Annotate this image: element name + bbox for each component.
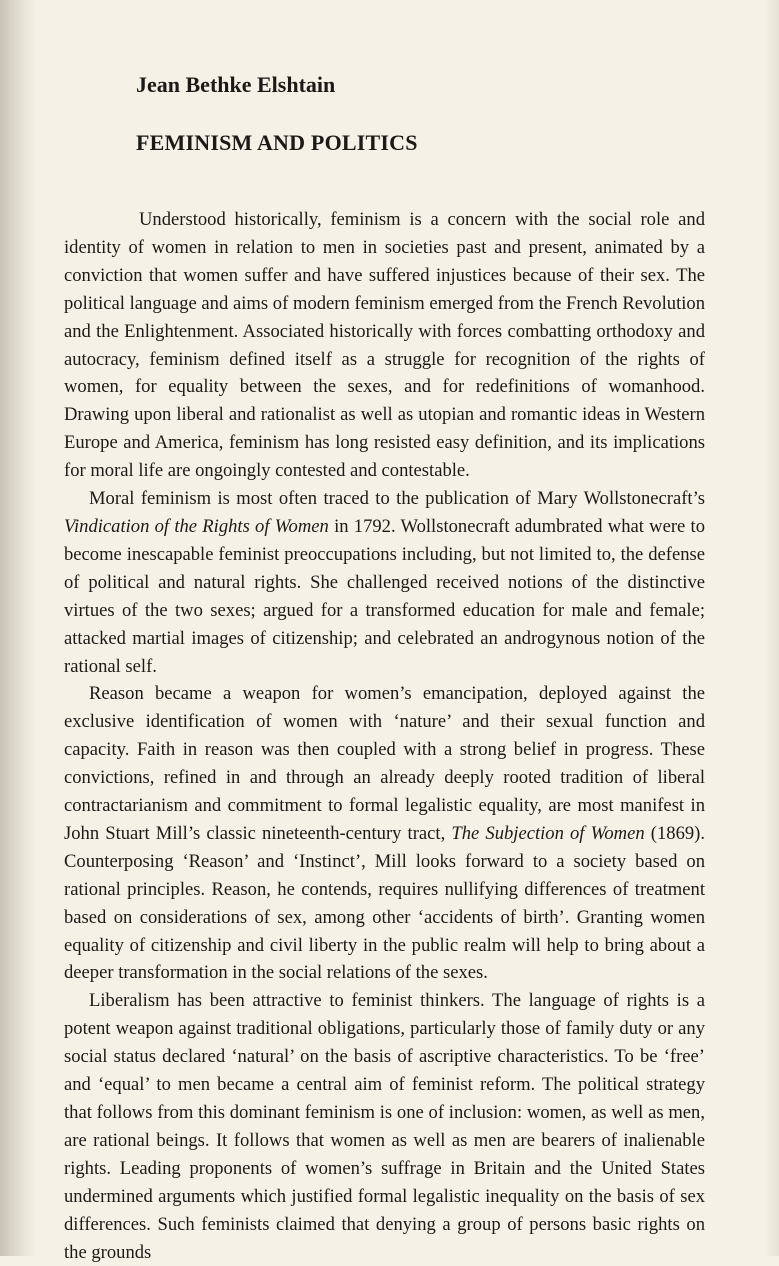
paragraph-3-text-b: (1869). Counterposing ‘Reason’ and ‘Instinct’, Mill looks forward to a society based on rational principles. Reason, he contends, requires nullifying differences of treatment based on considerations of sex, among other ‘accidents of birth’. Granting women equality of citizenship and civil liberty in the public realm will help to bring about a deeper transformation in the social relations of the sexes. — [64, 822, 706, 984]
paragraph-3 — [64, 680, 705, 987]
paragraph-1 — [64, 206, 705, 485]
page-gutter-shadow — [0, 0, 36, 1256]
paragraph-2 — [64, 485, 705, 680]
page-edge-shadow — [765, 0, 779, 1256]
paragraph-2-text-a: Moral feminism is most often traced to the publication of Mary Wollstonecraft’s — [89, 488, 705, 510]
page-content — [64, 70, 705, 1266]
paragraph-3-text-a: Reason became a weapon for women’s emancipation, deployed against the exclusive identification of women with ‘nature’ and their sexual function and capacity. Faith in reason was then coupled with a strong belief in progress. These convictions, refined in and through an already deeply rooted tradition of liberal contractarianism and commitment to formal legalistic equality, are most manifest in John Stuart Mill’s classic nineteenth-century tract, — [64, 683, 705, 844]
author-name: Jean Bethke Elshtain — [136, 72, 336, 97]
book-title-subjection: The Subjection of Women — [451, 822, 645, 844]
chapter-title: FEMINISM AND POLITICS — [136, 130, 418, 155]
book-title-vindication: Vindication of the Rights of Women — [64, 515, 329, 537]
body-text — [64, 206, 705, 1266]
paragraph-1-text: Understood historically, feminism is a concern with the social role and identity of women in relation to men in societies past and present, animated by a conviction that women suffer and have suffered injustices because of their sex. The political language and aims of modern feminism emerged from the French Revolution and the Enlightenment. Associated historically with forces combatting orthodoxy and autocracy, feminism defined itself as a struggle for recognition of the rights of women, for equality between the sexes, and for redefinitions of womanhood. Drawing upon liberal and rationalist as well as utopian and romantic ideas in Western Europe and America, feminism has long resisted easy definition, and its implications for moral life are ongoingly contested and contestable. — [64, 209, 705, 482]
paragraph-2-text-b: in 1792. Wollstonecraft adumbrated what were to become inescapable feminist preoccupations including, but not limited to, the defense of political and natural rights. She challenged received notions of the distinctive virtues of the two sexes; argued for a transformed education for male and female; attacked martial images of citizenship; and celebrated an androgynous notion of the rational self. — [64, 515, 705, 677]
paragraph-4-text: Liberalism has been attractive to feminist thinkers. The language of rights is a potent weapon against traditional obligations, particularly those of family duty or any social status declared ‘natural’ on the basis of ascriptive characteristics. To be ‘free’ and ‘equal’ to men became a central aim of feminist reform. The political strategy that follows from this dominant feminism is one of inclusion: women, as well as men, are rational beings. It follows that women as well as men are bearers of inalienable rights. Leading proponents of women’s suffrage in Britain and the United States undermined arguments which justified formal legalistic inequality on the basis of sex differences. Such feminists claimed that denying a group of persons basic rights on the grounds — [64, 990, 705, 1263]
paragraph-4 — [64, 987, 705, 1266]
